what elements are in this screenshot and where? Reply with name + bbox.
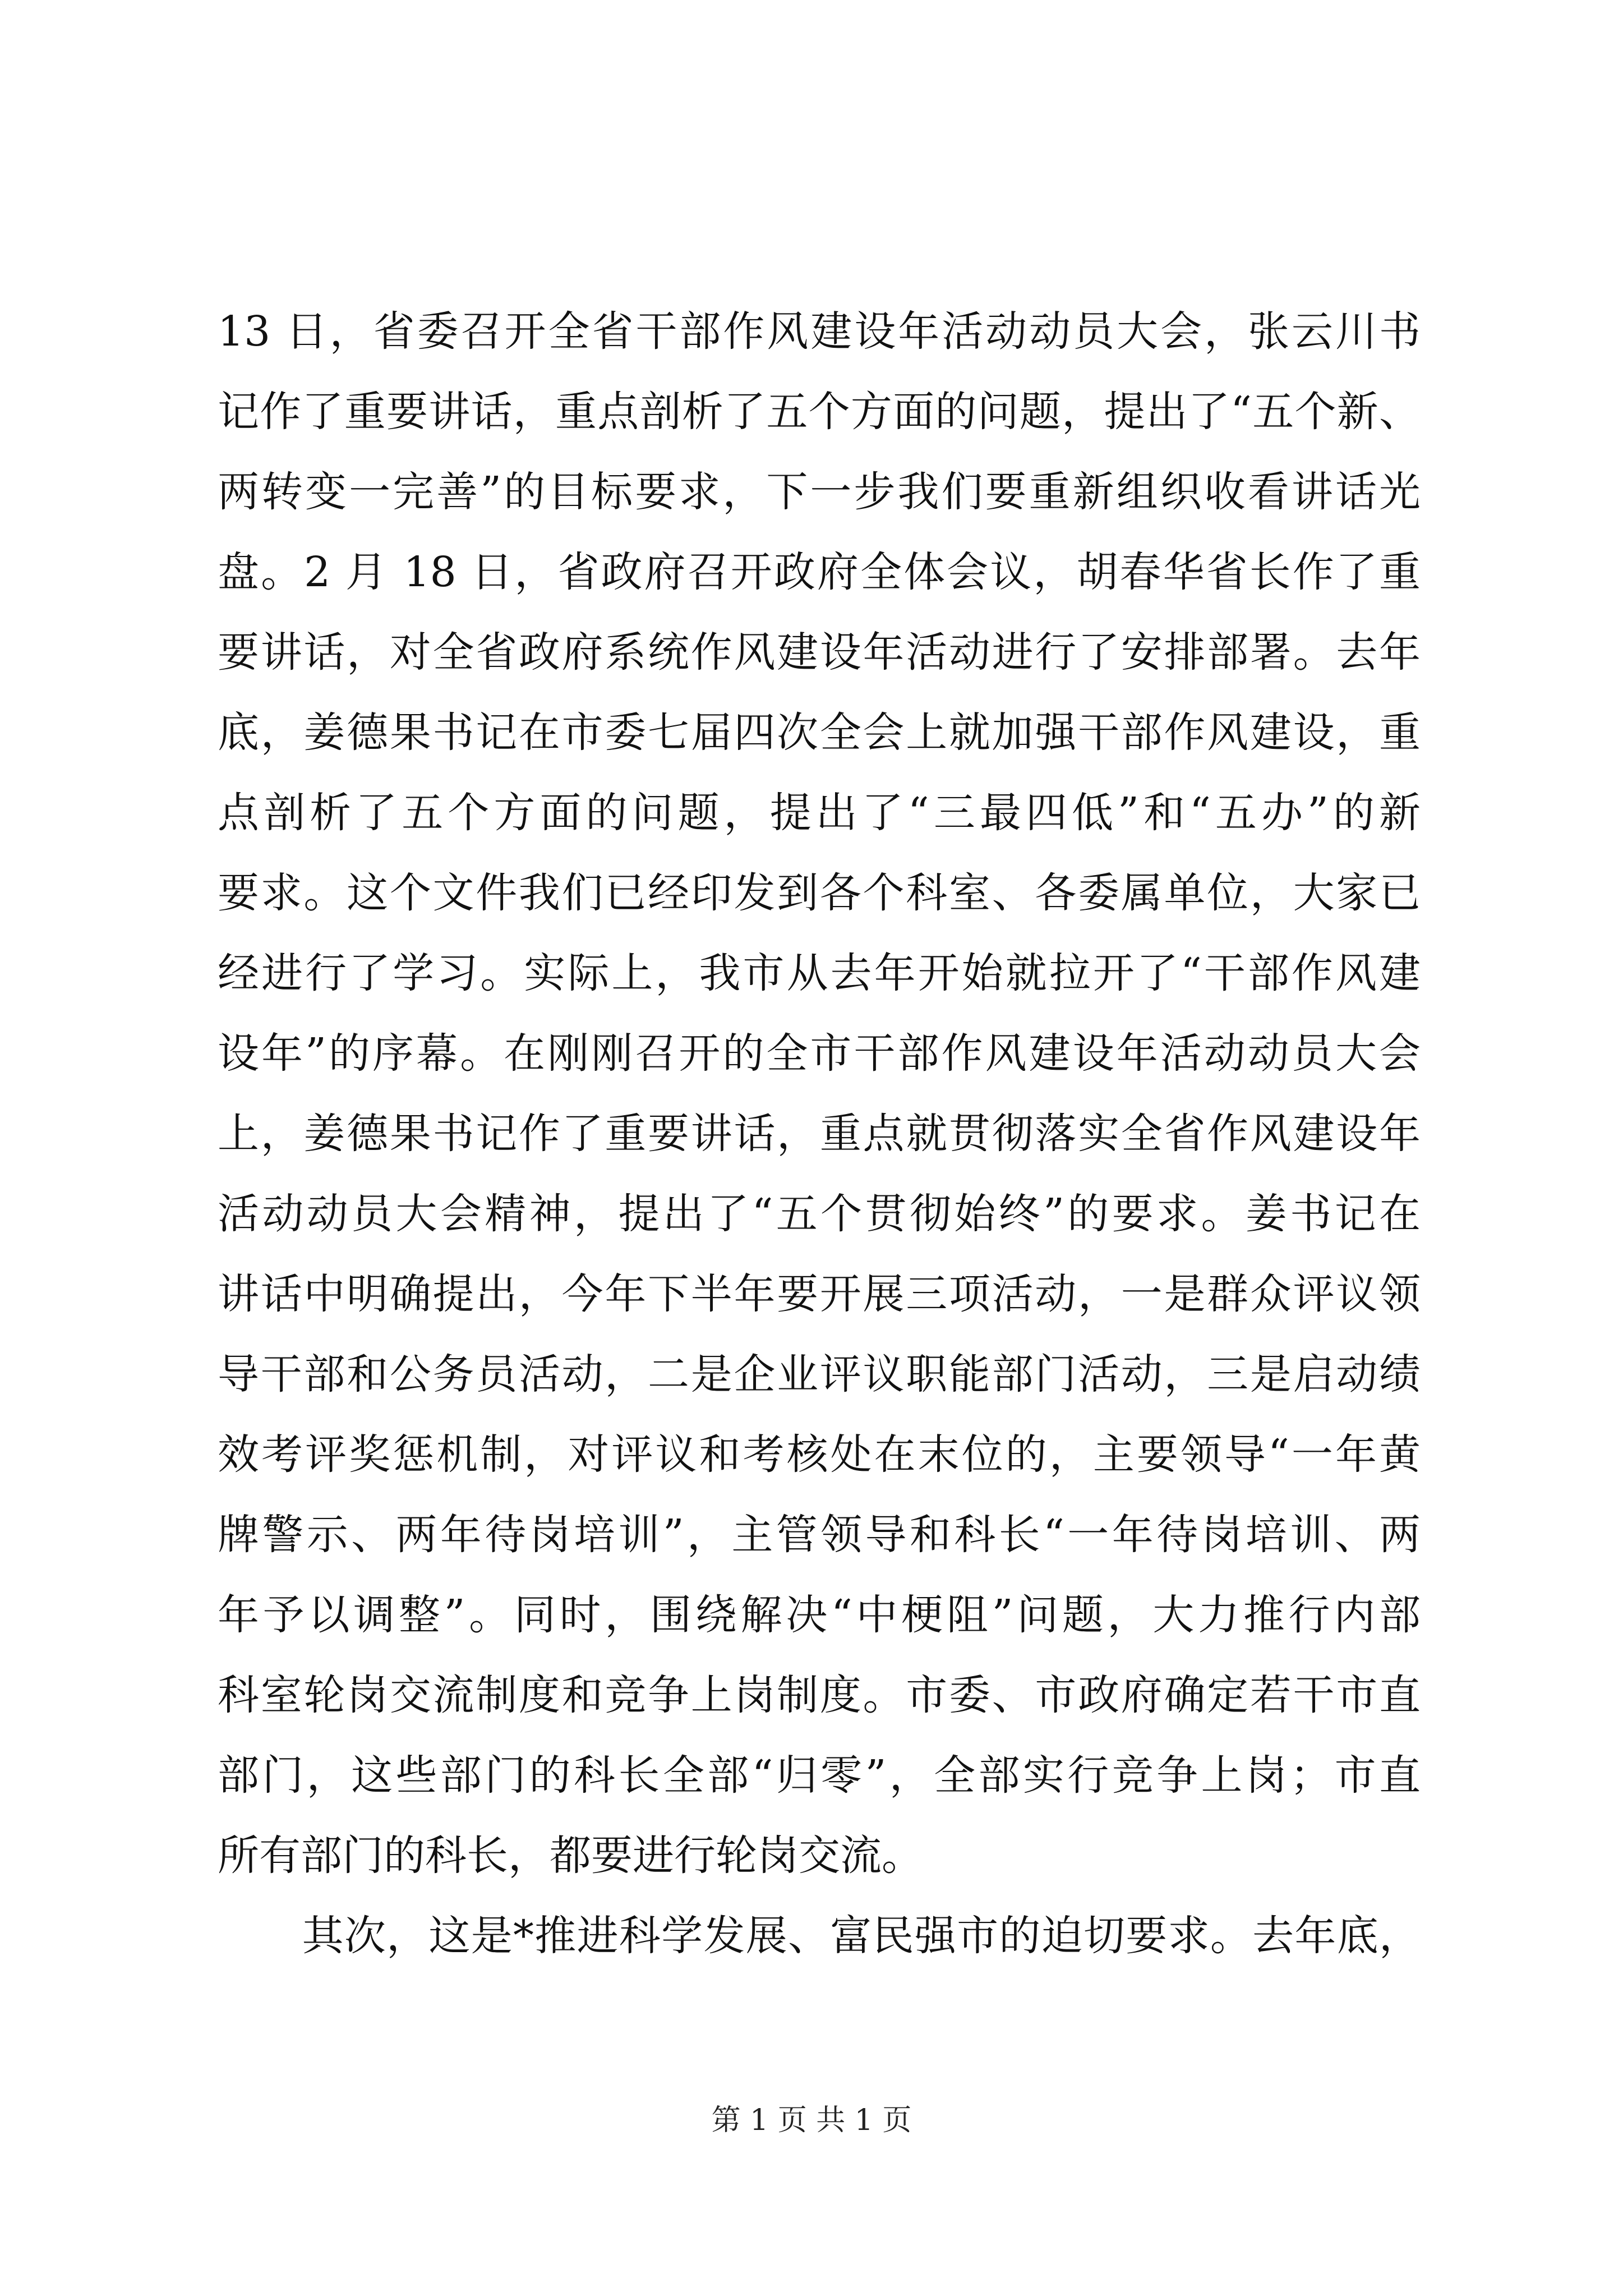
text-line: 其次，这是*推进科学发展、富民强市的迫切要求。去年底， — [218, 1912, 1421, 1960]
text-line: 活动动员大会精神，提出了“五个贯彻始终”的要求。姜书记在 — [218, 1190, 1421, 1238]
text-line: 要讲话，对全省政府系统作风建设年活动进行了安排部署。去年 — [218, 628, 1421, 677]
text-line: 科室轮岗交流制度和竞争上岗制度。市委、市政府确定若干市直 — [218, 1671, 1421, 1719]
text-line: 记作了重要讲话，重点剖析了五个方面的问题，提出了“五个新、 — [218, 388, 1421, 436]
text-line: 要求。这个文件我们已经印发到各个科室、各委属单位，大家已 — [218, 869, 1421, 917]
page-footer: 第 1 页 共 1 页 — [711, 2104, 912, 2137]
text-line: 效考评奖惩机制，对评议和考核处在末位的，主要领导“一年黄 — [218, 1430, 1421, 1479]
text-line: 盘。2 月 18 日，省政府召开政府全体会议，胡春华省长作了重 — [218, 548, 1421, 596]
text-line: 部门，这些部门的科长全部“归零”，全部实行竞争上岗；市直 — [218, 1751, 1421, 1800]
text-line: 讲话中明确提出，今年下半年要开展三项活动，一是群众评议领 — [218, 1270, 1421, 1318]
text-line: 上，姜德果书记作了重要讲话，重点就贯彻落实全省作风建设年 — [218, 1110, 1421, 1158]
text-line: 设年”的序幕。在刚刚召开的全市干部作风建设年活动动员大会 — [218, 1029, 1421, 1078]
text-line: 经进行了学习。实际上，我市从去年开始就拉开了“干部作风建 — [218, 949, 1421, 997]
text-line: 13 日，省委召开全省干部作风建设年活动动员大会，张云川书 — [218, 307, 1421, 356]
text-line: 底，姜德果书记在市委七届四次全会上就加强干部作风建设，重 — [218, 708, 1421, 757]
body-text — [218, 292, 1421, 1976]
text-line: 所有部门的科长，都要进行轮岗交流。 — [218, 1832, 923, 1880]
text-line: 两转变一完善”的目标要求，下一步我们要重新组织收看讲话光 — [218, 468, 1421, 516]
text-line: 牌警示、两年待岗培训”，主管领导和科长“一年待岗培训、两 — [218, 1511, 1421, 1559]
text-line: 点剖析了五个方面的问题，提出了“三最四低”和“五办”的新 — [218, 789, 1421, 837]
text-line: 年予以调整”。同时，围绕解决“中梗阻”问题，大力推行内部 — [218, 1591, 1421, 1639]
text-line: 导干部和公务员活动，二是企业评议职能部门活动，三是启动绩 — [218, 1350, 1421, 1398]
